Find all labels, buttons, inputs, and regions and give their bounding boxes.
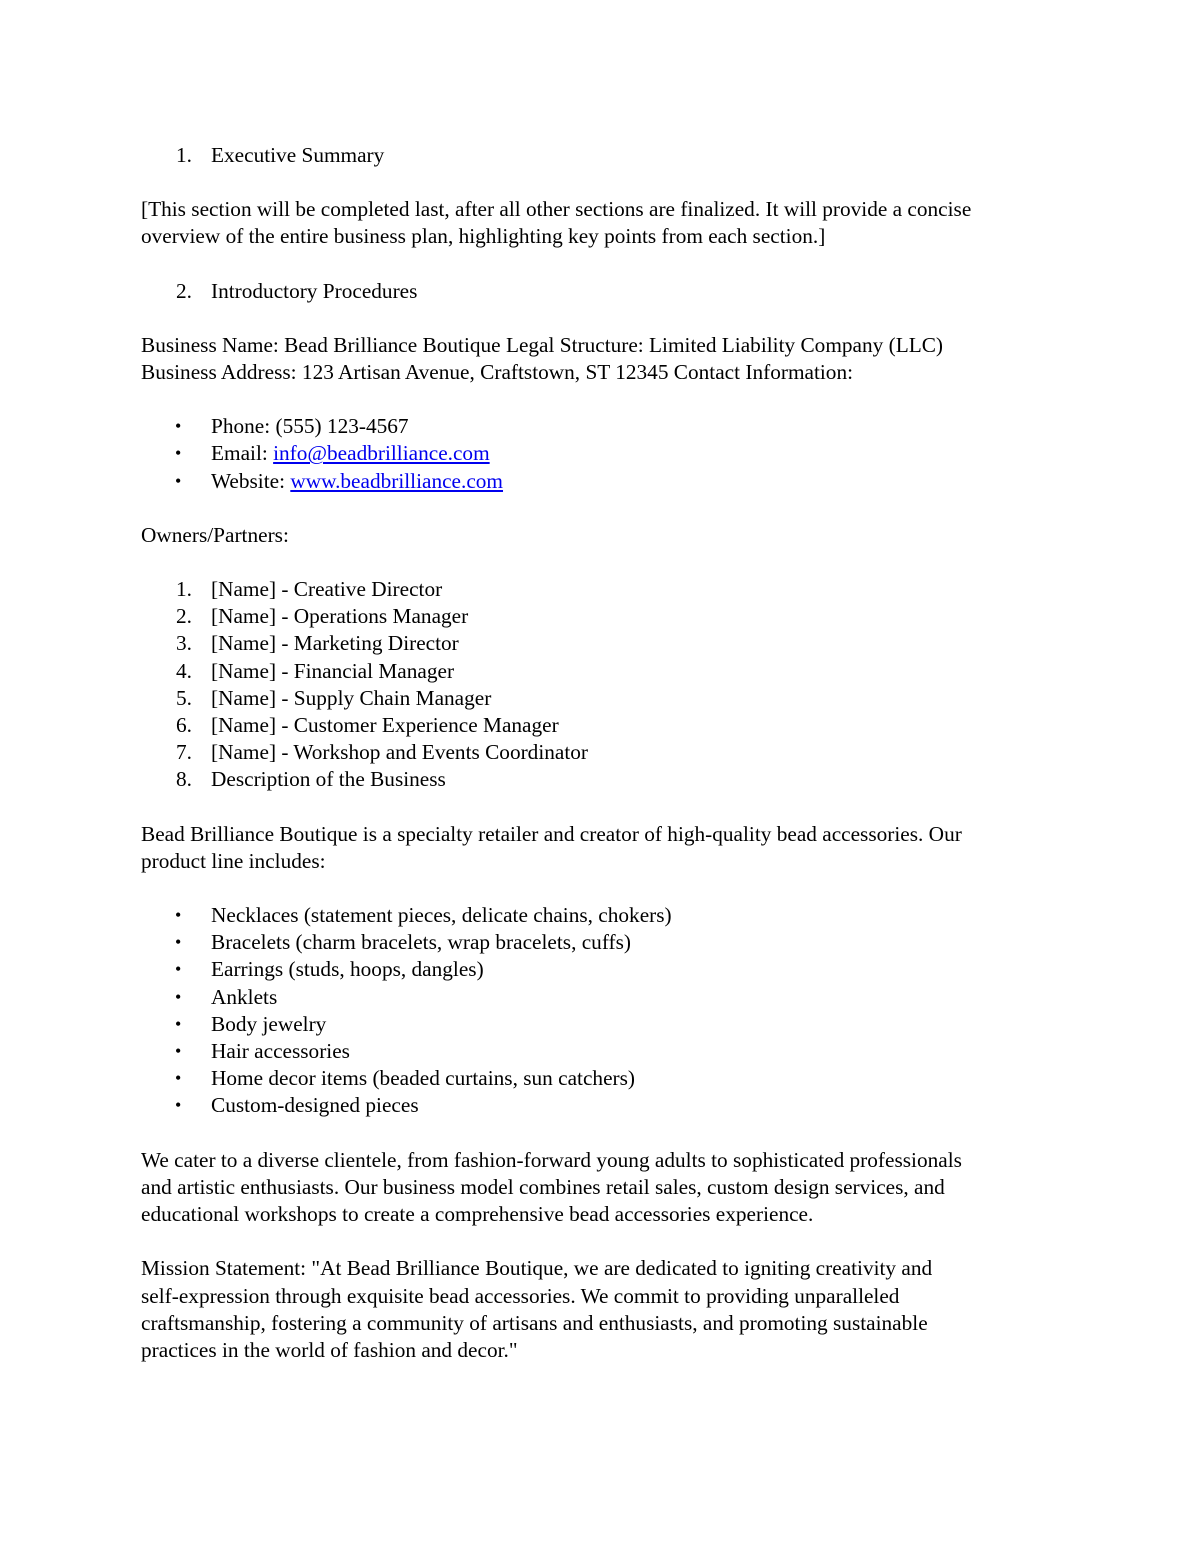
heading-text: Introductory Procedures: [211, 278, 418, 303]
business-info-line-1: Business Name: Bead Brilliance Boutique Legal Structure: Limited Liability Company (LLC): [141, 332, 944, 357]
bullet-icon: •: [175, 1068, 182, 1089]
bullet-icon: •: [175, 470, 182, 491]
contact-website: [141, 468, 1071, 495]
list-number: 6.: [176, 713, 192, 738]
list-number: 5.: [176, 685, 192, 710]
list-number: 2.: [176, 278, 192, 303]
list-item: [141, 1065, 1071, 1092]
document-body: [141, 142, 1071, 1364]
list-item: [141, 956, 1071, 983]
list-number: 7.: [176, 740, 192, 765]
section-heading-introductory-procedures: [141, 278, 1071, 305]
bullet-icon: •: [175, 986, 182, 1007]
mission-line-1: Mission Statement: "At Bead Brilliance Boutique, we are dedicated to igniting creativity and: [141, 1256, 933, 1281]
list-item-text: Earrings (studs, hoops, dangles): [211, 957, 484, 982]
list-item: [141, 576, 1071, 603]
list-item: [141, 929, 1071, 956]
owners-heading: Owners/Partners:: [141, 522, 289, 547]
list-item-text: Bracelets (charm bracelets, wrap bracelets, cuffs): [211, 930, 631, 955]
contact-phone: [141, 413, 1071, 440]
list-item: [141, 1011, 1071, 1038]
clientele-line-1: We cater to a diverse clientele, from fashion-forward young adults to sophisticated professionals: [141, 1147, 962, 1172]
bullet-icon: •: [175, 1013, 182, 1034]
list-item-text: Necklaces (statement pieces, delicate chains, chokers): [211, 903, 672, 928]
list-item-text: Body jewelry: [211, 1011, 327, 1036]
bullet-icon: •: [175, 1095, 182, 1116]
website-link[interactable]: www.beadbrilliance.com: [290, 468, 504, 493]
description-line-2: product line includes:: [141, 848, 326, 873]
list-item-text: [Name] - Financial Manager: [211, 658, 455, 683]
mission-line-2: self-expression through exquisite bead accessories. We commit to providing unparalleled: [141, 1283, 900, 1308]
website-label: Website:: [211, 468, 291, 493]
description-line-1: Bead Brilliance Boutique is a specialty retailer and creator of high-quality bead accessories. Our: [141, 821, 962, 846]
owners-list: [141, 576, 1071, 794]
bullet-icon: •: [175, 443, 182, 464]
list-item-text: [Name] - Customer Experience Manager: [211, 713, 559, 738]
bullet-icon: •: [175, 1041, 182, 1062]
list-item: [141, 658, 1071, 685]
email-label: Email:: [211, 441, 274, 466]
mission-line-4: practices in the world of fashion and decor.": [141, 1337, 518, 1362]
bullet-icon: •: [175, 932, 182, 953]
list-item-text: [Name] - Operations Manager: [211, 604, 469, 629]
list-item: [141, 603, 1071, 630]
list-item-text: Hair accessories: [211, 1039, 350, 1064]
bullet-icon: •: [175, 416, 182, 437]
list-item-text: [Name] - Marketing Director: [211, 631, 459, 656]
business-info-line-2: Business Address: 123 Artisan Avenue, Craftstown, ST 12345 Contact Information:: [141, 360, 854, 385]
list-item: [141, 902, 1071, 929]
bullet-icon: •: [175, 959, 182, 980]
clientele-line-2: and artistic enthusiasts. Our business model combines retail sales, custom design services, and: [141, 1174, 945, 1199]
list-item-text: [Name] - Creative Director: [211, 577, 443, 602]
list-item: [141, 630, 1071, 657]
list-item-text: Home decor items (beaded curtains, sun catchers): [211, 1066, 635, 1091]
list-number: 8.: [176, 767, 192, 792]
exec-summary-line-2: overview of the entire business plan, highlighting key points from each section.]: [141, 224, 826, 249]
list-number: 4.: [176, 658, 192, 683]
list-item-text: Custom-designed pieces: [211, 1093, 419, 1118]
bullet-icon: •: [175, 905, 182, 926]
list-number: 1.: [176, 143, 192, 167]
list-item: [141, 766, 1071, 793]
list-number: 3.: [176, 631, 192, 656]
clientele-line-3: educational workshops to create a comprehensive bead accessories experience.: [141, 1202, 814, 1227]
list-item: [141, 1092, 1071, 1119]
list-number: 2.: [176, 604, 192, 629]
email-link[interactable]: info@beadbrilliance.com: [273, 441, 490, 466]
list-item: [141, 712, 1071, 739]
list-item: [141, 984, 1071, 1011]
list-item-text: [Name] - Workshop and Events Coordinator: [211, 740, 589, 765]
products-list: [141, 902, 1071, 1120]
exec-summary-line-1: [This section will be completed last, after all other sections are finalized. It will provide a concise: [141, 197, 972, 222]
list-item: [141, 685, 1071, 712]
list-number: 1.: [176, 577, 192, 602]
list-item-text: Description of the Business: [211, 767, 446, 792]
phone-label: Phone:: [211, 414, 276, 439]
mission-line-3: craftsmanship, fostering a community of artisans and enthusiasts, and promoting sustainable: [141, 1310, 928, 1335]
heading-text: Executive Summary: [211, 143, 385, 167]
list-item-text: Anklets: [211, 984, 278, 1009]
section-heading-executive-summary: [141, 142, 1071, 169]
list-item: [141, 739, 1071, 766]
contact-email: [141, 440, 1071, 467]
list-item-text: [Name] - Supply Chain Manager: [211, 685, 492, 710]
phone-value: (555) 123-4567: [275, 414, 409, 439]
list-item: [141, 1038, 1071, 1065]
